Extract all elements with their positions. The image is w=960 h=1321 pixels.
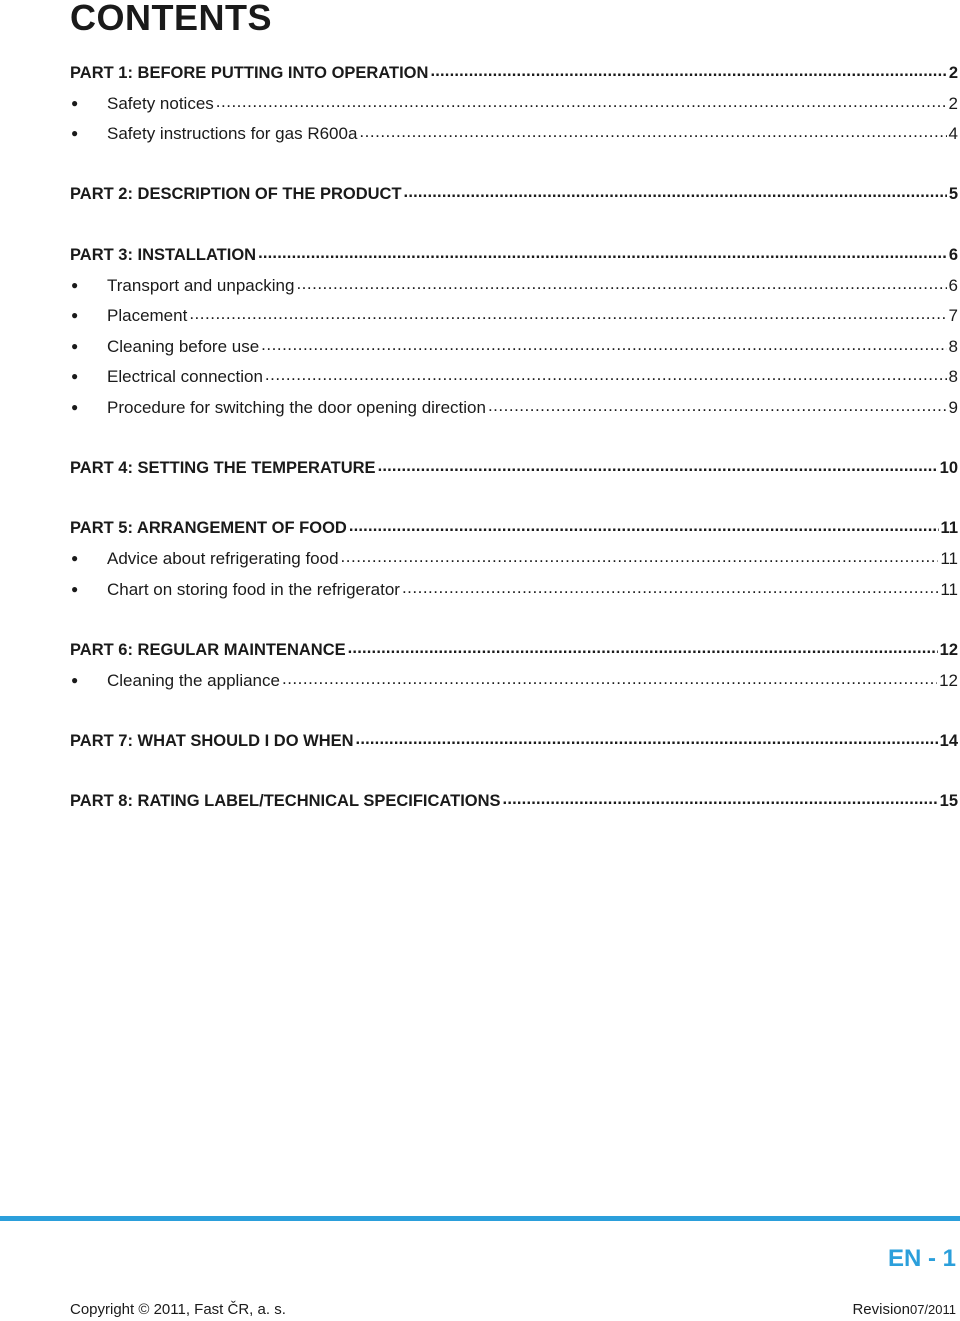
- bullet-icon: ●: [71, 551, 79, 565]
- toc-entry-label: PART 4: SETTING THE TEMPERATURE: [70, 458, 376, 477]
- dot-leader: [503, 790, 938, 807]
- toc-page-number: 11: [940, 519, 958, 537]
- dot-leader: [404, 183, 947, 200]
- bullet-icon: ●: [71, 338, 79, 353]
- revision-label: Revision: [852, 1301, 910, 1318]
- revision-date: 07/2011: [909, 1302, 956, 1317]
- toc-item-gas-r600a[interactable]: [70, 122, 958, 153]
- dot-leader: [402, 578, 938, 595]
- toc-page-number: 4: [948, 124, 958, 143]
- toc-page-number: 9: [948, 397, 958, 417]
- bullet-icon: ●: [71, 369, 79, 383]
- page-title: CONTENTS: [70, 0, 272, 38]
- toc-entry-label: PART 8: RATING LABEL/TECHNICAL SPECIFICATIONS: [70, 792, 501, 810]
- dot-leader: [349, 517, 939, 534]
- dot-leader: [488, 396, 947, 413]
- toc-page-number: 11: [940, 549, 958, 568]
- toc-entry-label: Safety notices: [107, 93, 214, 113]
- toc-entry-label: PART 3: INSTALLATION: [70, 245, 257, 264]
- dot-leader: [265, 365, 947, 382]
- dot-leader: [378, 456, 938, 473]
- toc-entry-label: Cleaning the appliance: [107, 670, 280, 690]
- toc-page-number: 12: [939, 670, 958, 690]
- toc-part-3[interactable]: [70, 243, 958, 274]
- bullet-icon: ●: [71, 399, 79, 414]
- toc-page-number: 7: [948, 306, 958, 325]
- toc-page-number: 5: [948, 185, 958, 203]
- dot-leader: [261, 335, 946, 352]
- dot-leader: [189, 304, 946, 321]
- copyright-text: Copyright © 2011, Fast ČR, a. s.: [70, 1301, 286, 1318]
- toc-entry-label: PART 5: ARRANGEMENT OF FOOD: [70, 519, 347, 537]
- footer-divider: [0, 1216, 960, 1221]
- toc-page-number: 6: [948, 245, 958, 264]
- toc-entry-label: Placement: [107, 306, 188, 325]
- toc-part-8[interactable]: [70, 790, 958, 821]
- toc-entry-label: Chart on storing food in the refrigerator: [107, 579, 400, 599]
- toc-entry-label: Safety instructions for gas R600a: [107, 124, 358, 143]
- toc-page-number: 2: [948, 63, 958, 82]
- dot-leader: [258, 243, 947, 260]
- toc-item-storing-chart[interactable]: [70, 578, 958, 609]
- dot-leader: [430, 61, 946, 78]
- toc-page-number: 8: [948, 336, 958, 356]
- toc-item-advice-refrigerating[interactable]: [70, 547, 958, 578]
- toc-item-cleaning-appliance[interactable]: [70, 669, 958, 700]
- toc-page-number: 10: [939, 458, 958, 477]
- toc-entry-label: PART 1: BEFORE PUTTING INTO OPERATION: [70, 63, 429, 82]
- toc-entry-label: Advice about refrigerating food: [107, 549, 339, 568]
- dot-leader: [356, 729, 938, 746]
- toc-entry-label: Cleaning before use: [107, 336, 260, 356]
- dot-leader: [341, 547, 939, 564]
- dot-leader: [348, 638, 938, 655]
- toc-page-number: 15: [939, 792, 958, 810]
- table-of-contents: [70, 61, 958, 820]
- bullet-icon: ●: [71, 308, 79, 322]
- toc-item-placement[interactable]: [70, 304, 958, 335]
- bullet-icon: ●: [71, 126, 79, 140]
- toc-entry-label: Transport and unpacking: [107, 275, 295, 295]
- toc-entry-label: PART 2: DESCRIPTION OF THE PRODUCT: [70, 185, 402, 203]
- toc-entry-label: Procedure for switching the door opening direction: [107, 397, 486, 417]
- toc-part-5[interactable]: [70, 517, 958, 548]
- toc-entry-label: Electrical connection: [107, 367, 263, 386]
- toc-entry-label: PART 7: WHAT SHOULD I DO WHEN: [70, 731, 354, 750]
- toc-page-number: 12: [939, 640, 958, 659]
- bullet-icon: ●: [71, 672, 79, 687]
- toc-item-door-direction[interactable]: [70, 396, 958, 427]
- dot-leader: [216, 92, 947, 109]
- revision-info: [852, 1300, 956, 1320]
- bullet-icon: ●: [71, 581, 79, 596]
- toc-part-6[interactable]: [70, 638, 958, 669]
- toc-item-electrical[interactable]: [70, 365, 958, 396]
- toc-page-number: 11: [940, 579, 958, 599]
- toc-part-4[interactable]: [70, 456, 958, 487]
- toc-page-number: 2: [948, 93, 958, 113]
- dot-leader: [359, 122, 946, 139]
- toc-page-number: 6: [948, 275, 958, 295]
- toc-part-7[interactable]: [70, 729, 958, 760]
- toc-part-1[interactable]: [70, 61, 958, 92]
- page-label: EN - 1: [887, 1245, 956, 1272]
- toc-part-2[interactable]: [70, 183, 958, 214]
- toc-item-transport[interactable]: [70, 274, 958, 305]
- toc-item-safety-notices[interactable]: [70, 92, 958, 123]
- toc-page-number: 8: [948, 367, 958, 386]
- toc-item-cleaning-before-use[interactable]: [70, 335, 958, 366]
- dot-leader: [296, 274, 946, 291]
- bullet-icon: ●: [71, 277, 79, 292]
- bullet-icon: ●: [71, 95, 79, 110]
- toc-entry-label: PART 6: REGULAR MAINTENANCE: [70, 640, 346, 659]
- dot-leader: [282, 669, 937, 686]
- toc-page-number: 14: [939, 731, 958, 750]
